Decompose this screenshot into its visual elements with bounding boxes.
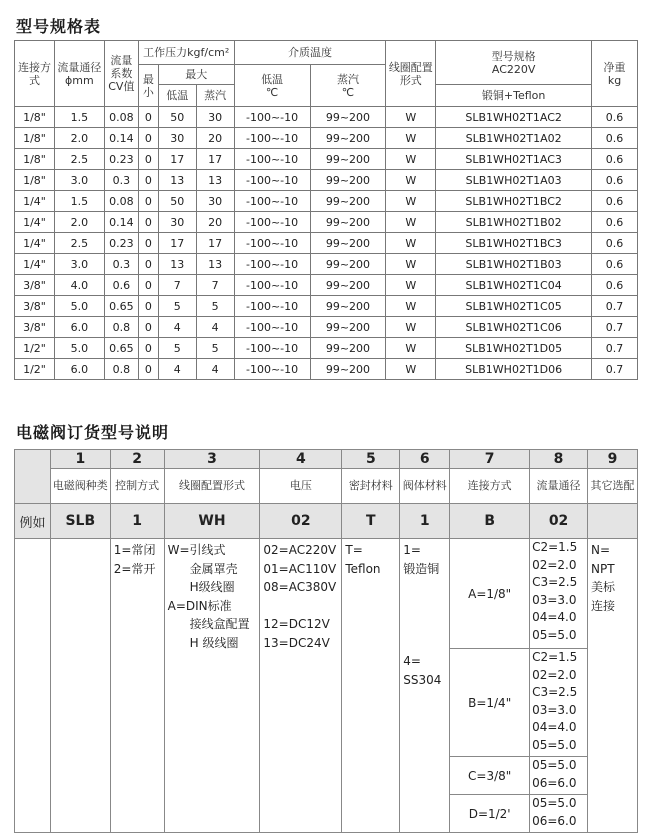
flow-group-b xyxy=(530,649,588,757)
cv-cell: 0.14 xyxy=(104,212,138,233)
pressure-low-cell: 17 xyxy=(158,149,196,170)
spec-table-body xyxy=(15,107,638,380)
spec-row xyxy=(15,338,638,359)
coil-cell: W xyxy=(386,317,436,338)
position-number: 3 xyxy=(164,450,260,469)
example-code: T xyxy=(342,504,400,539)
position-number: 2 xyxy=(110,450,164,469)
flow-option: 04=4.0 xyxy=(532,720,577,734)
spec-row xyxy=(15,275,638,296)
flow-option: C2=1.5 xyxy=(532,650,578,664)
flow-option: 05=5.0 xyxy=(532,737,577,752)
order-code-table xyxy=(14,449,638,833)
connection-cell: 3/8" xyxy=(15,296,55,317)
coil-option: H 级线圈 xyxy=(189,635,239,650)
cv-cell: 0.65 xyxy=(104,338,138,359)
flow-option: C3=2.5 xyxy=(532,685,578,699)
voltage-options xyxy=(260,539,342,833)
temp-low-cell: -100~-10 xyxy=(234,359,310,380)
header-temp-low: 低温 ℃ xyxy=(234,65,310,107)
coil-cell: W xyxy=(386,212,436,233)
cv-cell: 0.3 xyxy=(104,254,138,275)
coil-option: 金属罩壳 xyxy=(189,561,238,576)
flow-option: 06=6.0 xyxy=(532,813,577,828)
connection-option: D=1/2' xyxy=(450,795,530,833)
flow-diameter-cell: 2.0 xyxy=(54,212,104,233)
connection-cell: 1/2" xyxy=(15,338,55,359)
position-label: 密封材料 xyxy=(342,469,400,504)
spec-row xyxy=(15,233,638,254)
cv-cell: 0.08 xyxy=(104,191,138,212)
pressure-steam-cell: 5 xyxy=(196,296,234,317)
model-cell: SLB1WH02T1AC3 xyxy=(436,149,592,170)
cv-cell: 0.23 xyxy=(104,149,138,170)
header-flow-cv: 流量系数CV值 xyxy=(104,41,138,107)
coil-option: W=引线式 xyxy=(167,543,226,557)
pressure-min-cell: 0 xyxy=(138,275,158,296)
position-label: 电磁阀种类 xyxy=(50,469,110,504)
temp-steam-cell: 99~200 xyxy=(310,212,386,233)
spec-row xyxy=(15,359,638,380)
weight-cell: 0.7 xyxy=(592,338,638,359)
order-corner xyxy=(15,450,51,504)
flow-diameter-cell: 6.0 xyxy=(54,359,104,380)
order-title: 电磁阀订货型号说明 xyxy=(16,423,170,442)
header-connection: 连接方式 xyxy=(15,41,55,107)
temp-steam-cell: 99~200 xyxy=(310,296,386,317)
control-option: 1=常闭 xyxy=(113,543,156,557)
spec-row xyxy=(15,254,638,275)
pressure-min-cell: 0 xyxy=(138,170,158,191)
coil-cell: W xyxy=(386,233,436,254)
model-cell: SLB1WH02T1B02 xyxy=(436,212,592,233)
coil-cell: W xyxy=(386,128,436,149)
spec-table-title: 型号规格表 xyxy=(16,17,102,36)
spec-row xyxy=(15,107,638,128)
pressure-steam-cell: 20 xyxy=(196,212,234,233)
control-options xyxy=(110,539,164,833)
pressure-steam-cell: 13 xyxy=(196,254,234,275)
position-label: 线圈配置形式 xyxy=(164,469,260,504)
voltage-option: 12=DC12V xyxy=(263,617,330,631)
pressure-low-cell: 30 xyxy=(158,212,196,233)
spec-row xyxy=(15,317,638,338)
voltage-option: 13=DC24V xyxy=(263,635,330,650)
flow-diameter-cell: 2.0 xyxy=(54,128,104,149)
pressure-low-cell: 4 xyxy=(158,359,196,380)
temp-low-cell: -100~-10 xyxy=(234,107,310,128)
pressure-low-cell: 4 xyxy=(158,317,196,338)
header-pressure-max: 最大 xyxy=(158,65,234,85)
header-flow-diameter: 流量通径 ϕmm xyxy=(54,41,104,107)
cv-cell: 0.8 xyxy=(104,317,138,338)
other-option: N= xyxy=(591,543,611,557)
example-code: 02 xyxy=(260,504,342,539)
weight-cell: 0.7 xyxy=(592,317,638,338)
header-coil: 线圈配置形式 xyxy=(386,41,436,107)
pressure-min-cell: 0 xyxy=(138,254,158,275)
temp-low-cell: -100~-10 xyxy=(234,149,310,170)
flow-option: 05=5.0 xyxy=(532,758,577,772)
model-cell: SLB1WH02T1C06 xyxy=(436,317,592,338)
pressure-low-cell: 7 xyxy=(158,275,196,296)
flow-diameter-cell: 5.0 xyxy=(54,338,104,359)
weight-cell: 0.6 xyxy=(592,233,638,254)
weight-cell: 0.6 xyxy=(592,128,638,149)
flow-diameter-cell: 1.5 xyxy=(54,107,104,128)
flow-option: 04=4.0 xyxy=(532,610,577,624)
temp-low-cell: -100~-10 xyxy=(234,233,310,254)
spec-row xyxy=(15,212,638,233)
flow-diameter-cell: 1.5 xyxy=(54,191,104,212)
body-spacer xyxy=(403,578,446,652)
model-cell: SLB1WH02T1A02 xyxy=(436,128,592,149)
header-pressure: 工作压力kgf/cm² xyxy=(138,41,234,65)
temp-steam-cell: 99~200 xyxy=(310,107,386,128)
temp-low-cell: -100~-10 xyxy=(234,338,310,359)
pressure-low-cell: 13 xyxy=(158,254,196,275)
model-cell: SLB1WH02T1A03 xyxy=(436,170,592,191)
temp-steam-cell: 99~200 xyxy=(310,359,386,380)
temp-steam-cell: 99~200 xyxy=(310,128,386,149)
pressure-steam-cell: 20 xyxy=(196,128,234,149)
weight-cell: 0.6 xyxy=(592,275,638,296)
position-number: 5 xyxy=(342,450,400,469)
pressure-min-cell: 0 xyxy=(138,338,158,359)
pressure-steam-cell: 4 xyxy=(196,317,234,338)
spec-table xyxy=(14,40,638,380)
pressure-min-cell: 0 xyxy=(138,359,158,380)
coil-cell: W xyxy=(386,254,436,275)
weight-cell: 0.6 xyxy=(592,149,638,170)
cv-cell: 0.14 xyxy=(104,128,138,149)
connection-cell: 3/8" xyxy=(15,275,55,296)
weight-cell: 0.6 xyxy=(592,254,638,275)
position-number: 1 xyxy=(50,450,110,469)
flow-diameter-cell: 2.5 xyxy=(54,233,104,254)
temp-steam-cell: 99~200 xyxy=(310,170,386,191)
temp-low-cell: -100~-10 xyxy=(234,317,310,338)
connection-option: C=3/8" xyxy=(450,757,530,795)
weight-cell: 0.6 xyxy=(592,212,638,233)
header-pressure-steam: 蒸汽 xyxy=(196,85,234,107)
temp-low-cell: -100~-10 xyxy=(234,170,310,191)
cv-cell: 0.08 xyxy=(104,107,138,128)
temp-steam-cell: 99~200 xyxy=(310,254,386,275)
model-cell: SLB1WH02T1D06 xyxy=(436,359,592,380)
temp-low-cell: -100~-10 xyxy=(234,296,310,317)
pressure-min-cell: 0 xyxy=(138,149,158,170)
position-number: 9 xyxy=(588,450,638,469)
position-number: 7 xyxy=(450,450,530,469)
body-options xyxy=(400,539,450,833)
pressure-min-cell: 0 xyxy=(138,191,158,212)
flow-option: C3=2.5 xyxy=(532,575,578,589)
connection-cell: 1/2" xyxy=(15,359,55,380)
pressure-steam-cell: 4 xyxy=(196,359,234,380)
flow-group-c xyxy=(530,757,588,795)
flow-diameter-cell: 2.5 xyxy=(54,149,104,170)
pressure-low-cell: 50 xyxy=(158,191,196,212)
pressure-steam-cell: 17 xyxy=(196,149,234,170)
connection-cell: 1/8" xyxy=(15,128,55,149)
pressure-low-cell: 50 xyxy=(158,107,196,128)
position-number: 4 xyxy=(260,450,342,469)
coil-cell: W xyxy=(386,359,436,380)
header-media-temp: 介质温度 xyxy=(234,41,386,65)
order-empty-cell xyxy=(50,539,110,833)
coil-cell: W xyxy=(386,338,436,359)
coil-option: H级线圈 xyxy=(189,580,235,594)
connection-cell: 1/4" xyxy=(15,233,55,254)
voltage-spacer xyxy=(263,597,338,616)
connection-option: B=1/4" xyxy=(450,649,530,757)
weight-cell: 0.6 xyxy=(592,191,638,212)
flow-diameter-cell: 4.0 xyxy=(54,275,104,296)
connection-cell: 1/8" xyxy=(15,107,55,128)
position-label: 连接方式 xyxy=(450,469,530,504)
coil-cell: W xyxy=(386,107,436,128)
model-cell: SLB1WH02T1D05 xyxy=(436,338,592,359)
example-code: 1 xyxy=(400,504,450,539)
position-label: 电压 xyxy=(260,469,342,504)
spec-row xyxy=(15,149,638,170)
temp-steam-cell: 99~200 xyxy=(310,191,386,212)
pressure-low-cell: 13 xyxy=(158,170,196,191)
cv-cell: 0.3 xyxy=(104,170,138,191)
order-empty-cell xyxy=(15,539,51,833)
body-option: SS304 xyxy=(403,672,442,687)
header-pressure-low-temp: 低温 xyxy=(158,85,196,107)
temp-low-cell: -100~-10 xyxy=(234,254,310,275)
flow-diameter-cell: 5.0 xyxy=(54,296,104,317)
coil-option: 接线盒配置 xyxy=(189,617,250,631)
flow-diameter-cell: 3.0 xyxy=(54,170,104,191)
weight-cell: 0.7 xyxy=(592,296,638,317)
pressure-steam-cell: 13 xyxy=(196,170,234,191)
example-code: 02 xyxy=(530,504,588,539)
pressure-low-cell: 30 xyxy=(158,128,196,149)
header-model-material: 锻铜+Teflon xyxy=(436,85,592,107)
coil-options xyxy=(164,539,260,833)
example-code: SLB xyxy=(50,504,110,539)
pressure-low-cell: 5 xyxy=(158,338,196,359)
temp-steam-cell: 99~200 xyxy=(310,317,386,338)
weight-cell: 0.6 xyxy=(592,107,638,128)
pressure-low-cell: 17 xyxy=(158,233,196,254)
header-weight: 净重 kg xyxy=(592,41,638,107)
temp-low-cell: -100~-10 xyxy=(234,191,310,212)
connection-cell: 1/4" xyxy=(15,191,55,212)
position-number: 8 xyxy=(530,450,588,469)
model-cell: SLB1WH02T1BC2 xyxy=(436,191,592,212)
seal-option: T= xyxy=(345,543,363,557)
weight-cell: 0.7 xyxy=(592,359,638,380)
coil-option: A=DIN标准 xyxy=(167,598,232,613)
temp-steam-cell: 99~200 xyxy=(310,149,386,170)
spec-row xyxy=(15,296,638,317)
flow-option: 06=6.0 xyxy=(532,775,577,790)
model-cell: SLB1WH02T1AC2 xyxy=(436,107,592,128)
flow-group-a xyxy=(530,539,588,649)
flow-group-d xyxy=(530,795,588,833)
pressure-min-cell: 0 xyxy=(138,107,158,128)
pressure-steam-cell: 17 xyxy=(196,233,234,254)
pressure-min-cell: 0 xyxy=(138,212,158,233)
cv-cell: 0.23 xyxy=(104,233,138,254)
voltage-option: 08=AC380V xyxy=(263,580,337,594)
example-code: 1 xyxy=(110,504,164,539)
coil-cell: W xyxy=(386,296,436,317)
connection-cell: 1/8" xyxy=(15,149,55,170)
position-label: 阀体材料 xyxy=(400,469,450,504)
pressure-steam-cell: 5 xyxy=(196,338,234,359)
position-label: 流量通径 xyxy=(530,469,588,504)
flow-option: 02=2.0 xyxy=(532,557,577,572)
coil-cell: W xyxy=(386,275,436,296)
header-temp-steam: 蒸汽 ℃ xyxy=(310,65,386,107)
header-model: 型号规格 AC220V xyxy=(436,41,592,85)
control-option: 2=常开 xyxy=(113,561,156,576)
cv-cell: 0.8 xyxy=(104,359,138,380)
example-code: B xyxy=(450,504,530,539)
example-code xyxy=(588,504,638,539)
seal-options xyxy=(342,539,400,833)
flow-option: C2=1.5 xyxy=(532,540,578,554)
voltage-option: 02=AC220V xyxy=(263,543,337,557)
connection-cell: 3/8" xyxy=(15,317,55,338)
body-option: 锻造铜 xyxy=(403,561,440,576)
model-cell: SLB1WH02T1C04 xyxy=(436,275,592,296)
connection-option: A=1/8" xyxy=(450,539,530,649)
other-option: 美标 xyxy=(591,580,616,594)
temp-low-cell: -100~-10 xyxy=(234,275,310,296)
position-number: 6 xyxy=(400,450,450,469)
example-code: WH xyxy=(164,504,260,539)
pressure-steam-cell: 7 xyxy=(196,275,234,296)
body-option: 4= xyxy=(403,654,421,668)
flow-diameter-cell: 6.0 xyxy=(54,317,104,338)
flow-option: 03=3.0 xyxy=(532,702,577,717)
connection-cell: 1/4" xyxy=(15,254,55,275)
other-option: 连接 xyxy=(591,598,616,613)
coil-cell: W xyxy=(386,170,436,191)
weight-cell: 0.6 xyxy=(592,170,638,191)
model-cell: SLB1WH02T1C05 xyxy=(436,296,592,317)
cv-cell: 0.6 xyxy=(104,275,138,296)
pressure-min-cell: 0 xyxy=(138,317,158,338)
position-label: 其它选配 xyxy=(588,469,638,504)
temp-steam-cell: 99~200 xyxy=(310,338,386,359)
example-label: 例如 xyxy=(15,504,51,539)
spec-row xyxy=(15,128,638,149)
cv-cell: 0.65 xyxy=(104,296,138,317)
connection-cell: 1/8" xyxy=(15,170,55,191)
spec-row xyxy=(15,191,638,212)
header-pressure-min: 最小 xyxy=(138,65,158,107)
position-label: 控制方式 xyxy=(110,469,164,504)
pressure-steam-cell: 30 xyxy=(196,191,234,212)
temp-low-cell: -100~-10 xyxy=(234,128,310,149)
other-option: NPT xyxy=(591,561,615,576)
voltage-option: 01=AC110V xyxy=(263,561,337,576)
connection-cell: 1/4" xyxy=(15,212,55,233)
flow-option: 02=2.0 xyxy=(532,667,577,682)
temp-low-cell: -100~-10 xyxy=(234,212,310,233)
model-cell: SLB1WH02T1B03 xyxy=(436,254,592,275)
flow-option: 05=5.0 xyxy=(532,627,577,642)
coil-cell: W xyxy=(386,149,436,170)
pressure-min-cell: 0 xyxy=(138,296,158,317)
pressure-min-cell: 0 xyxy=(138,233,158,254)
pressure-min-cell: 0 xyxy=(138,128,158,149)
temp-steam-cell: 99~200 xyxy=(310,275,386,296)
seal-option: Teflon xyxy=(345,561,381,576)
temp-steam-cell: 99~200 xyxy=(310,233,386,254)
other-options xyxy=(588,539,638,833)
model-cell: SLB1WH02T1BC3 xyxy=(436,233,592,254)
coil-cell: W xyxy=(386,191,436,212)
flow-option: 05=5.0 xyxy=(532,796,577,810)
pressure-steam-cell: 30 xyxy=(196,107,234,128)
pressure-low-cell: 5 xyxy=(158,296,196,317)
body-option: 1= xyxy=(403,543,421,557)
spec-row xyxy=(15,170,638,191)
flow-diameter-cell: 3.0 xyxy=(54,254,104,275)
flow-option: 03=3.0 xyxy=(532,592,577,607)
